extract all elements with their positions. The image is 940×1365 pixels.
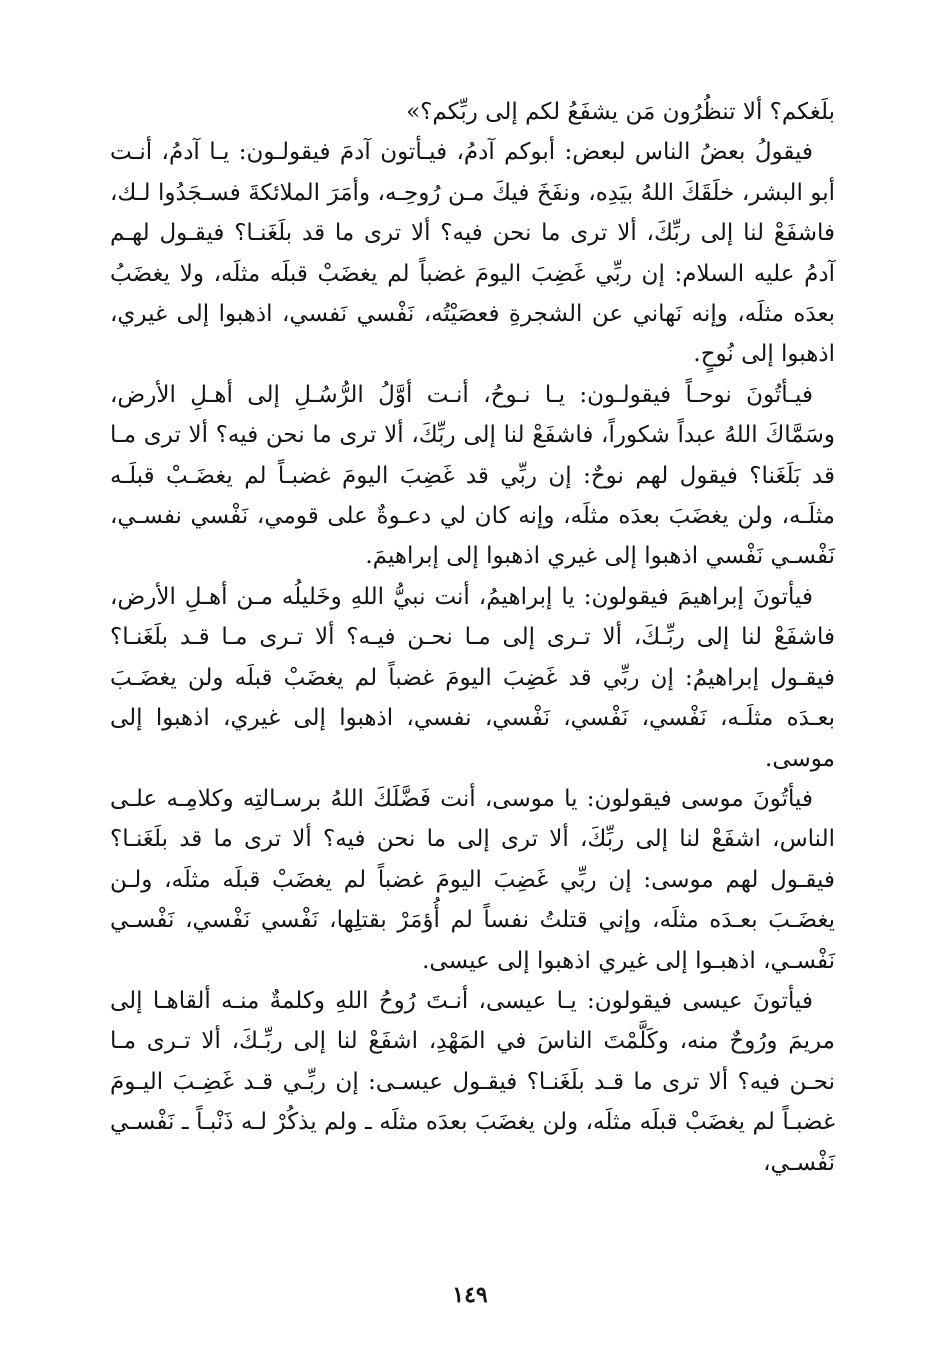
page-number: ١٤٩ bbox=[452, 1282, 488, 1308]
paragraph-5: فيأتُونَ موسى فيقولون: يا موسى، أنت فَضَّلَكَ اللهُ برسـالتِه وكلامِـه علـى الناس، اشفَعْ لنا إلى ربِّكَ، ألا ترى إلى ما نحن فيه؟ ألا ترى ما قد بلَغَنـا؟ فيقـول لهم موسى: إن ربِّي غَضِبَ اليومَ غضباً لم يغضَبْ قبلَه مثلَه، ولـن يغضَـبَ بعـدَه مثلَه، وإني قتلتُ نفساً لم أُؤمَرْ بقتلِها، نَفْسي نَفْسي، نَفْسـي نَفْسـي، اذهبـوا إلى غيري اذهبوا إلى عيسى. bbox=[110, 785, 835, 974]
paragraph-4: فيأتونَ إبراهيمَ فيقولون: يا إبراهيمُ، أنت نبيُّ اللهِ وخَليلُه مـن أهـلِ الأرض، فاشفَعْ لنا إلى ربِّـكَ، ألا تـرى إلى مـا نحـن فيـه؟ ألا تـرى مـا قـد بلَغَنـا؟ فيقـول إبراهيمُ: إن ربِّي قد غَضِبَ اليومَ غضباً لم يغضَبْ قبلَه ولن يغضَـبَ بعـدَه مثلَـه، نَفْسي، نَفْسي، نَفْسي، نفسي، اذهبوا إلى غيري، اذهبوا إلى موسى. bbox=[110, 583, 835, 772]
page-body bbox=[110, 92, 835, 1183]
paragraph-3: فيـأتُونَ نوحـاً فيقولـون: يـا نـوحُ، أنـت أوَّلُ الرُّسُـلِ إلى أهـلِ الأرض، وسَمَّاكَ اللهُ عبداً شكوراً، فاشفَعْ لنا إلى ربِّكَ، ألا ترى ما نحن فيه؟ ألا ترى مـا قد بَلَغَنا؟ فيقول لهم نوحٌ: إن ربِّي قد غَضِبَ اليومَ غضبـاً لم يغضَـبْ قبلَـه مثلَـه، ولن يغضَبَ بعدَه مثلَه، وإنه كان لي دعـوةٌ على قومي، نَفْسي نفسـي، نَفْسـي نَفْسي اذهبوا إلى غيري اذهبوا إلى إبراهيمَ. bbox=[110, 381, 835, 570]
paragraph-2: فيقولُ بعضُ الناس لبعض: أبوكم آدمُ، فيـأتون آدمَ فيقولـون: يـا آدمُ، أنـت أبو البشر، خلَقَكَ اللهُ بيَدِه، ونفَخَ فيكَ مـن رُوحِـه، وأمَرَ الملائكةَ فسـجَدُوا لـك، فاشفَعْ لنا إلى ربِّكَ، ألا ترى ما نحن فيه؟ ألا ترى ما قد بلَغَنـا؟ فيقـول لهـم آدمُ عليه السلام: إن ربِّي غَضِبَ اليومَ غضباً لم يغضَبْ قبلَه مثلَه، ولا يغضَبُ بعدَه مثلَه، وإنه نَهاني عن الشجرةِ فعصَيْتُه، نَفْسي نَفسي، اذهبوا إلى غيري، اذهبوا إلى نُوحٍ. bbox=[110, 139, 835, 368]
paragraph-6: فيأتونَ عيسى فيقولون: يـا عيسى، أنـتَ رُوحُ اللهِ وكلمةٌ منـه ألقاهـا إلى مريمَ ورُوحٌ منه، وكَلَّمْتَ الناسَ في المَهْدِ، اشفَعْ لنا إلى ربِّـكَ، ألا تـرى مـا نحـن فيه؟ ألا ترى ما قـد بلَغَنـا؟ فيقـول عيسـى: إن ربِّـي قـد غَضِـبَ اليـومَ غضبـاً لم يغضَبْ قبلَه مثلَه، ولن يغضَبَ بعدَه مثلَه ـ ولم يذكُرْ لـه ذَنْبـاً ـ نَفْسـي نَفْسـي، bbox=[110, 987, 835, 1176]
paragraph-1: بلَغكم؟ ألا تنظُرُون مَن يشفَعُ لكم إلى ربِّكم؟» bbox=[406, 99, 835, 125]
